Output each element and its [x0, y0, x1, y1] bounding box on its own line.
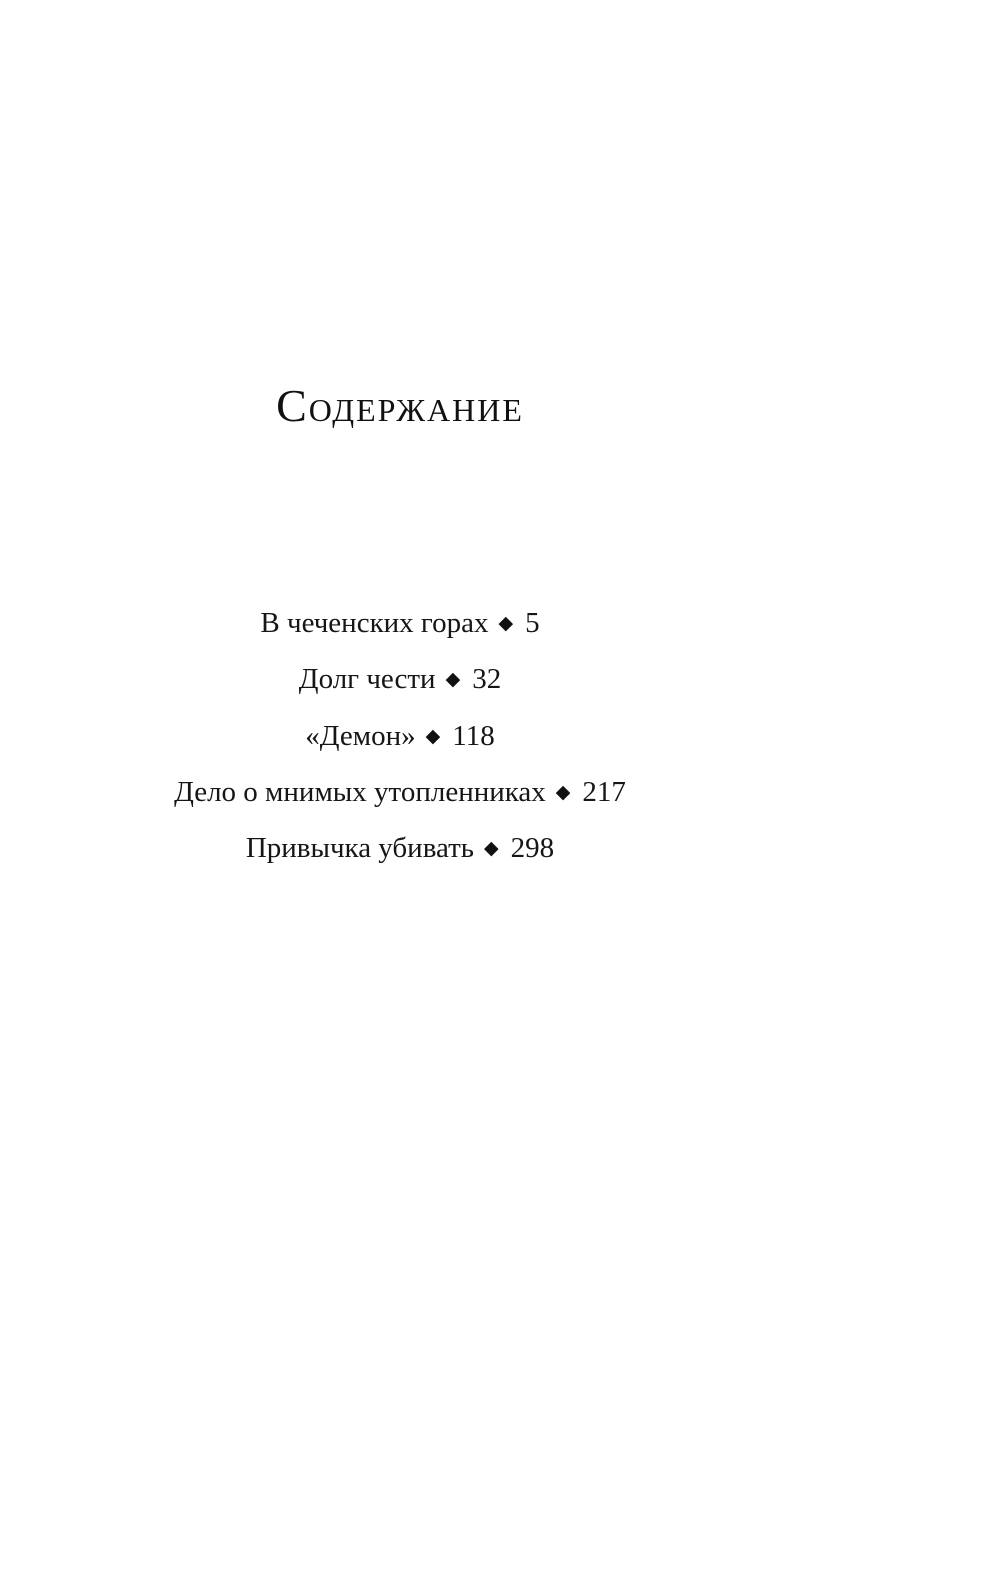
- entry-title: Долг чести: [298, 663, 436, 696]
- toc-entry: [0, 711, 800, 767]
- toc-entry: [0, 767, 800, 823]
- entry-page-number: 5: [525, 607, 540, 639]
- entry-page-number: 298: [510, 832, 555, 865]
- diamond-separator-icon: ◆: [555, 781, 571, 803]
- diamond-separator-icon: ◆: [498, 613, 514, 634]
- diamond-separator-icon: ◆: [445, 669, 461, 691]
- toc-entry: [0, 598, 800, 654]
- entry-title: Привычка убивать: [245, 832, 475, 865]
- toc-entry: [0, 654, 800, 710]
- entry-page-number: 217: [582, 775, 626, 808]
- entry-page-number: 118: [452, 719, 495, 752]
- diamond-separator-icon: ◆: [425, 725, 441, 747]
- table-of-contents: [0, 598, 800, 879]
- entry-page-number: 32: [472, 663, 502, 696]
- entry-title: Дело о мнимых утопленниках: [174, 775, 546, 808]
- entry-title: «Демон»: [305, 719, 416, 752]
- diamond-separator-icon: ◆: [484, 838, 499, 860]
- toc-entry: [0, 823, 800, 879]
- page-title: Содержание: [276, 380, 524, 431]
- entry-title: В чеченских горах: [260, 607, 489, 639]
